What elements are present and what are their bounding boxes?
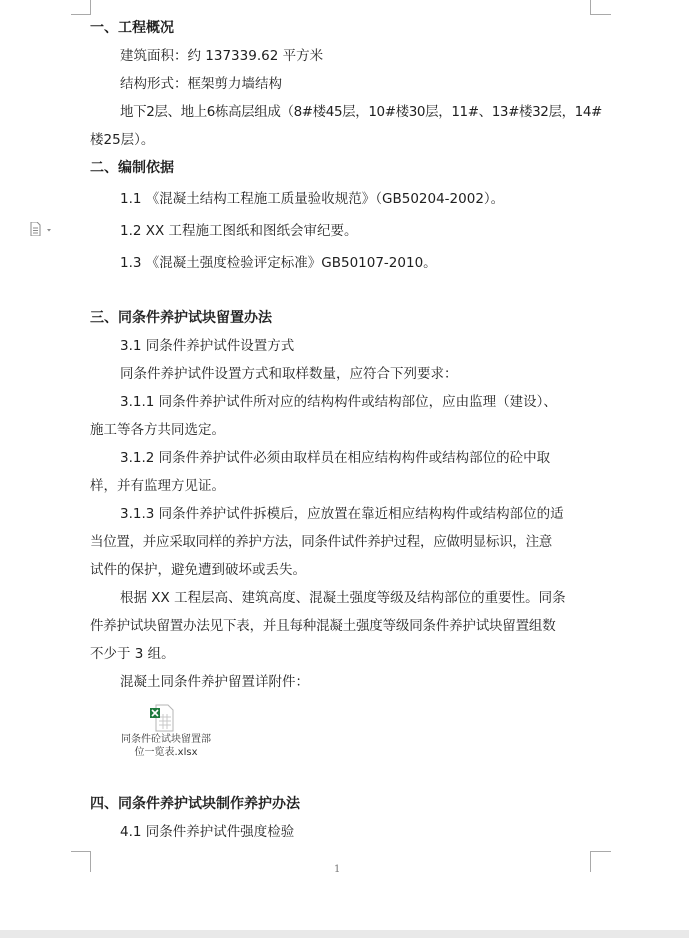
document-icon <box>29 222 53 236</box>
paragraph-line: 根据 XX 工程层高、建筑高度、混凝土强度等级及结构部位的重要性。同条 <box>120 590 566 606</box>
paragraph-line: 样，并有监理方见证。 <box>90 478 225 494</box>
embedded-attachment[interactable] <box>118 703 214 763</box>
page-corner-bottom-left <box>71 851 91 872</box>
section-title: 三、同条件养护试块留置办法 <box>90 310 272 326</box>
paragraph-line: 施工等各方共同选定。 <box>90 422 225 438</box>
paragraph-line: 件养护试块留置办法见下表，并且每种混凝土强度等级同条件养护试块留置组数 <box>90 618 556 634</box>
page-number: 1 <box>334 864 341 875</box>
page-corner-top-right <box>590 0 611 15</box>
paragraph-line: 结构形式：框架剪力墙结构 <box>120 76 282 92</box>
excel-file-icon <box>148 703 176 733</box>
paragraph-line: 地下2层、地上6栋高层组成（8#楼45层，10#楼30层，11#、13#楼32层，14# <box>120 104 602 120</box>
paragraph-line: 3.1.1 同条件养护试件所对应的结构构件或结构部位，应由监理（建设）、 <box>120 394 557 410</box>
paragraph-line: 3.1.3 同条件养护试件拆模后，应放置在靠近相应结构构件或结构部位的适 <box>120 506 564 522</box>
paragraph-line: 不少于 3 组。 <box>90 646 175 662</box>
list-item: 1.2 XX 工程施工图纸和图纸会审纪要。 <box>120 223 358 239</box>
paragraph-line: 当位置，并应采取同样的养护方法，同条件试件养护过程，应做明显标识，注意 <box>90 534 552 550</box>
attachment-filename: 同条件砼试块留置部位一览表.xlsx <box>121 734 211 758</box>
section-title: 一、工程概况 <box>90 20 174 36</box>
page-corner-top-left <box>71 0 91 15</box>
section-title: 二、编制依据 <box>90 160 174 176</box>
subsection-title: 3.1 同条件养护试件设置方式 <box>120 338 295 354</box>
section-title: 四、同条件养护试块制作养护办法 <box>90 796 300 812</box>
paragraph-line: 同条件养护试件设置方式和取样数量，应符合下列要求： <box>120 366 458 382</box>
list-item: 1.3 《混凝土强度检验评定标准》GB50107-2010。 <box>120 255 437 271</box>
list-item: 1.1 《混凝土结构工程施工质量验收规范》（GB50204-2002）。 <box>120 191 505 207</box>
paragraph-line: 混凝土同条件养护留置详附件： <box>120 674 309 690</box>
page-gap <box>0 930 689 938</box>
paragraph-line: 试件的保护，避免遭到破坏或丢失。 <box>90 562 306 578</box>
paragraph-line: 建筑面积：约 137339.62 平方米 <box>120 48 324 64</box>
paragraph-line: 楼25层）。 <box>90 132 155 148</box>
paste-options-button[interactable] <box>29 221 53 235</box>
subsection-title: 4.1 同条件养护试件强度检验 <box>120 824 295 840</box>
paragraph-line: 3.1.2 同条件养护试件必须由取样员在相应结构构件或结构部位的砼中取 <box>120 450 551 466</box>
page-corner-bottom-right <box>590 851 611 872</box>
